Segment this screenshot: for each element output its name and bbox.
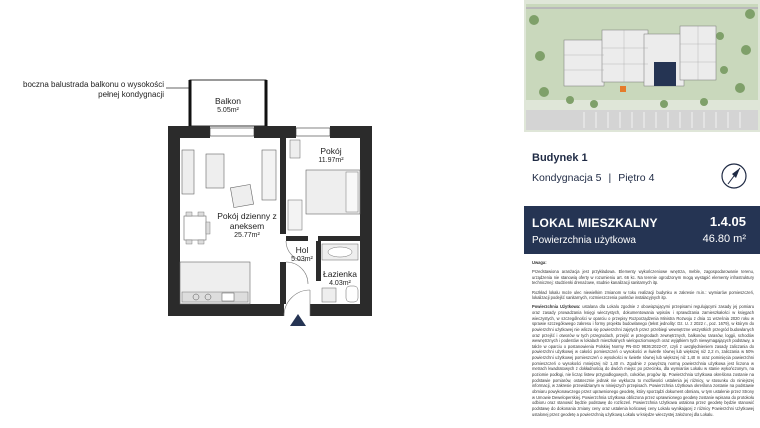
unit-id: 1.4.05: [709, 214, 746, 229]
floor-label: Piętro 4: [618, 172, 655, 184]
room-name: Hol: [295, 245, 309, 255]
notes-paragraph: [532, 304, 754, 417]
room-balkon: [192, 97, 264, 115]
room-name: Pokój dzienny z aneksem: [217, 211, 277, 231]
unit-header: [524, 206, 760, 254]
floor-line: [532, 172, 654, 184]
notes-heading: Uwaga:: [532, 260, 547, 265]
room-pokoj: [300, 147, 362, 165]
notes: [532, 260, 754, 421]
room-name: Łazienka: [322, 269, 358, 279]
room-area: 25.77m²: [234, 231, 260, 239]
room-area: 5.05m²: [217, 106, 239, 114]
room-hol: [286, 246, 318, 264]
room-name: Balkon: [215, 96, 241, 106]
unit-area-value: 46.80 m²: [702, 233, 746, 245]
room-name: Pokój: [320, 146, 342, 156]
building-title: Budynek 1: [532, 152, 588, 164]
notes-text: ustalana dla Lokalu zgodnie z obowiązującymi przepisami regulującymi zasady jej pomiaru oraz zasady prowadzania księgi wieczystych, dokumentowania wpisów i sprawdzania zamieszkałości w księgach wieczystych, w szczególności w oparciu o przepisy Rozporządzenia Ministra Rozwoju z dnia 11 września 2020 roku w sprawie szczegółowego zakresu i formy projektu budowlanego (tekst jednolity: Dz. U. z 2022 r., poz. 1679), w którym do powierzchni użytkowej nie wlicza się powierzchni zajętych przez przebiegi wewnętrzne wszystkich przegród budowlanych oraz przejść i otworów w tych przegrodach, przejść w przegrodach zewnętrznych, balkonów, tarasów, loggii, schodów wewnętrznych i podestów w lokalach mieszkalnych wielopoziomowych oraz wyjątkiem tych niewymagających podstawy, a także w oparciu o postanowienia Polskiej Normy PN-ISO 9836:2022-07, czyli z uwzględnieniem zasady zaliczania do powierzchni użytkowej w całości pomieszczeń o wysokości w świetle równej lub większej niż 2,2 m, zaliczania w 50% powierzchni użytkowej pomieszczeń o wysokości w świetle równej lub większej niż 1,40 m oraz pominięcia powierzchni pomieszczeń o wysokości mniejszej niż 1,40 m. Zgodnie z powyższą normą powierzchnia użytkowa jest liczona w metrach kwadratowych z dokładnością do dwóch miejsc po przecinku, dla wymiarów Lokalu w stanie wykończonym, na poziomie podłogi, nie licząc listew przypodłogowych, cokołów, progów itp. Powierzchnia Użytkowa określona zostanie na podstawie pomiarów, ostatecznie jednak nie wyklucza to możliwości ustalenia jej różnicy, w stosunku do niniejszej informacji, w zakresie przewidzianym w niniejszych przepisach. Powierzchnia Użytkowa określona zostanie na podstawie obmiaru powykonawczego przez uprawnionego geodetę, który sporządzi dokument obmiaru, w tym ustalenie przez Strony w Umowie Deweloperskiej. Powierzchnia Użytkowa obliczona przez uprawnionego geodetę zostanie wpisana do protokołu odbioru oraz stanowić będzie podstawę do rozliczeń. Powierzchnia Użytkowa ustalona przez geodetę będzie stanowić podstawę do dokonania zmiany ceny oraz ustalenia końcowej ceny Lokalu wynikającej z różnicy Powierzchni Użytkowej ustalonej przez geodetę a powierzchnią użytkową Lokalu w księdze wieczystej założonej dla Lokalu.: [532, 304, 754, 417]
room-area: 5.03m²: [291, 255, 313, 263]
balcony-note: boczna balustrada balkonu o wysokości pełnej kondygnacji: [23, 80, 164, 99]
info-panel: [524, 0, 760, 428]
room-area: 11.97m²: [318, 156, 344, 164]
site-map: [524, 0, 760, 132]
unit-area-label: Powierzchnia użytkowa: [532, 235, 636, 246]
room-pokoj-dzienny: [210, 212, 284, 240]
room-area: 4.03m²: [329, 279, 351, 287]
separator: |: [608, 172, 612, 184]
notes-subheading: Powierzchnia Użytkowa:: [532, 304, 581, 310]
notes-paragraph: Rozkład lokalu może ulec niewielkim zmianom w toku realizacji budynku w zakresie m.in.: wymiarów pomieszczeń, lokalizacji podejść sanitarnych, rozmieszczenia punktów instalacyjnych itp.: [532, 289, 754, 301]
compass-icon: [720, 162, 748, 190]
room-lazienka: [318, 270, 362, 288]
level-label: Kondygnacja 5: [532, 172, 602, 184]
notes-paragraph: Przedstawiona aranżacja jest przykładowa. Elementy wykończeniowe wnętrza, meble, zagospodarowanie terenu, urządzenia nie stanowią oferty w rozumieniu art. 66 kc. Na terenie ogrodzonym mogą wystąpić elementy infrastruktury technicznej: studzienki drenażowe, studnie kanalizacji sanitarnych itp.: [532, 269, 754, 286]
unit-type: LOKAL MIESZKALNY: [532, 216, 658, 230]
entrance-arrow-icon: [290, 314, 306, 326]
